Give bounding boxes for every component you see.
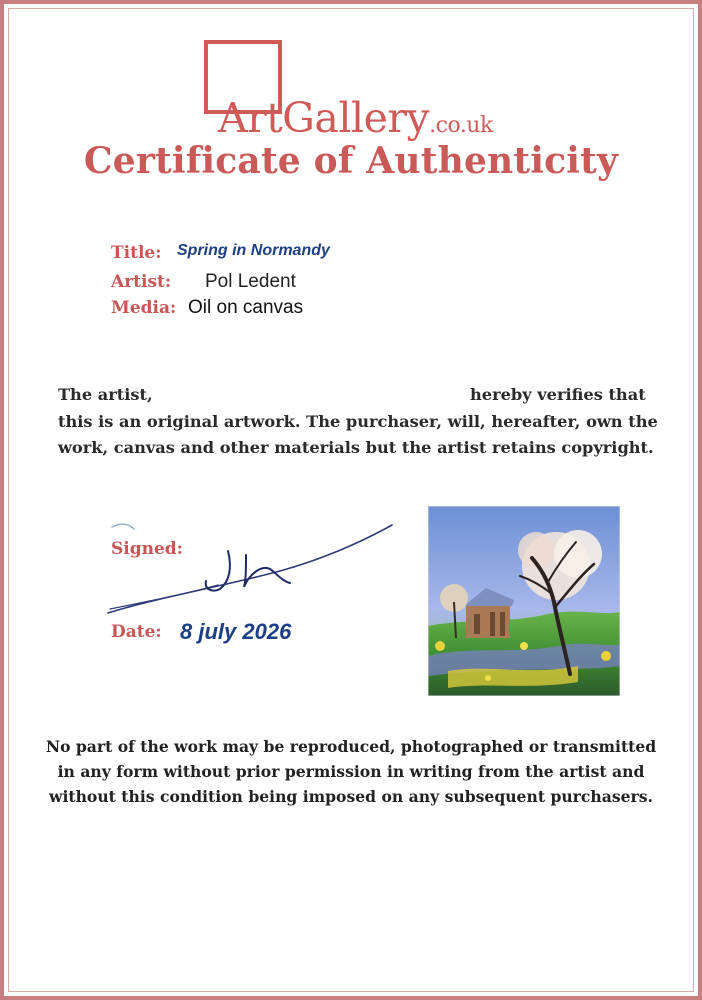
artist-value: Pol Ledent [205,271,296,292]
logo-wordmark [218,94,493,142]
footer-line3: without this condition being imposed on any subsequent purchasers. [49,787,653,806]
verification-line1-end: hereby verifies that [470,385,646,404]
verification-line1-start: The artist, [58,385,153,404]
title-value: Spring in Normandy [177,242,330,259]
logo-brand-tld: .co.uk [429,113,493,138]
title-label: Title: [111,243,162,263]
footer-line2: in any form without prior permission in writing from the artist and [57,762,645,781]
verification-line2: this is an original artwork. The purchaser, will, hereafter, own the [58,412,658,431]
certificate-title: Certificate of Authenticity [83,140,619,182]
artist-label: Artist: [111,272,172,292]
media-value: Oil on canvas [188,297,304,318]
painting-thumbnail [428,506,620,696]
signed-label: Signed: [111,539,183,559]
handwritten-signature [100,515,400,625]
verification-line3: work, canvas and other materials but the artist retains copyright. [58,438,654,457]
artgallery-logo [204,40,534,142]
footer-line1: No part of the work may be reproduced, photographed or transmitted [45,737,657,756]
date-label: Date: [111,622,162,642]
date-value: 8 july 2026 [180,619,292,644]
logo-brand-main: ArtGallery [218,94,430,142]
media-label: Media: [111,298,177,318]
